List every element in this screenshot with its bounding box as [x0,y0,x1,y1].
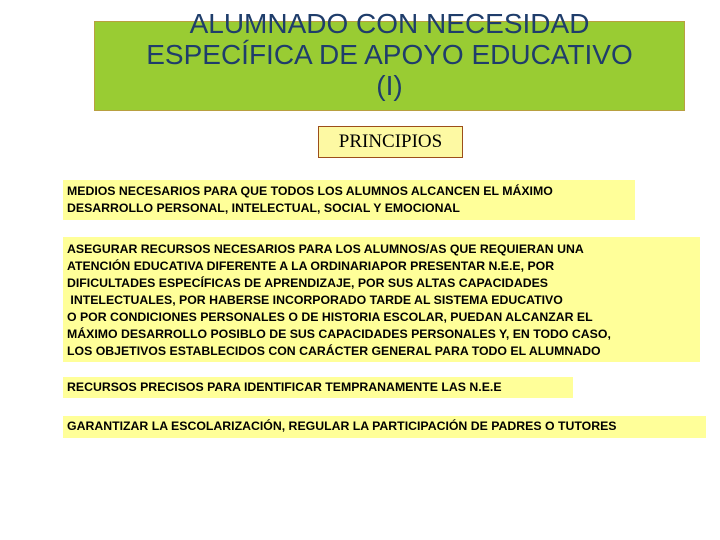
title-line: ALUMNADO CON NECESIDAD [189,8,590,39]
title-line: (I) [376,70,403,101]
text-line: ATENCIÓN EDUCATIVA DIFERENTE A LA ORDINARIAPOR PRESENTAR N.E.E, POR [67,259,555,273]
title-line: ESPECÍFICA DE APOYO EDUCATIVO [146,39,633,70]
principle-block-4 [63,416,706,438]
text-line: INTELECTUALES, POR HABERSE INCORPORADO TARDE AL SISTEMA EDUCATIVO [67,293,563,307]
text-line: LOS OBJETIVOS ESTABLECIDOS CON CARÁCTER GENERAL PARA TODO EL ALUMNADO [67,344,601,358]
text-line: O POR CONDICIONES PERSONALES O DE HISTORIA ESCOLAR, PUEDAN ALCANZAR EL [67,310,593,324]
text-line: RECURSOS PRECISOS PARA IDENTIFICAR TEMPRANAMENTE LAS N.E.E [67,380,502,394]
principle-block-2 [63,237,700,362]
text-line: MEDIOS NECESARIOS PARA QUE TODOS LOS ALUMNOS ALCANCEN EL MÁXIMO [67,184,553,198]
slide-title [94,8,685,101]
section-subtitle: PRINCIPIOS [318,126,463,158]
text-line: GARANTIZAR LA ESCOLARIZACIÓN, REGULAR LA PARTICIPACIÓN DE PADRES O TUTORES [67,419,617,433]
principle-block-1 [63,180,635,220]
text-line: DIFICULTADES ESPECÍFICAS DE APRENDIZAJE, POR SUS ALTAS CAPACIDADES [67,276,548,290]
principle-block-3 [63,377,573,398]
text-line: DESARROLLO PERSONAL, INTELECTUAL, SOCIAL Y EMOCIONAL [67,201,460,215]
text-line: ASEGURAR RECURSOS NECESARIOS PARA LOS ALUMNOS/AS QUE REQUIERAN UNA [67,242,584,256]
text-line: MÁXIMO DESARROLLO POSIBLO DE SUS CAPACIDADES PERSONALES Y, EN TODO CASO, [67,327,611,341]
